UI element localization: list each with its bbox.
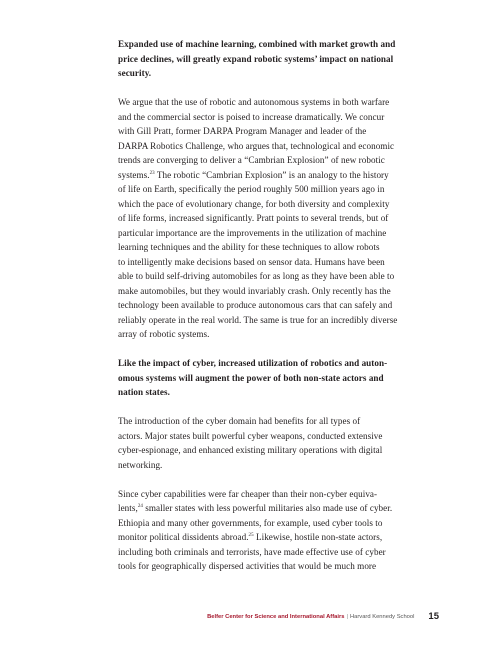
text-line: reliably operate in the real world. The same is true for an incredibly diverse bbox=[118, 314, 398, 325]
text-line: trends are converging to deliver a “Cambrian Explosion” of new robotic bbox=[118, 155, 385, 165]
text-line: particular importance are the improvements in the utilization of machine bbox=[118, 227, 387, 238]
text-line: systems.$^{23}$ The robotic “Cambrian Explosion” is an analogy to the history bbox=[118, 169, 389, 180]
text-line: lents,$^{24}$ smaller states with less powerful militaries also made use of cyber. bbox=[118, 503, 393, 513]
text-line: actors. Major states built powerful cyber weapons, conducted extensive bbox=[118, 430, 383, 441]
text-line: We argue that the use of robotic and autonomous systems in both warfare bbox=[118, 97, 390, 107]
text-line: make automobiles, but they would invariably crash. Only recently has the bbox=[118, 285, 391, 296]
paragraph bbox=[118, 487, 418, 574]
text-line: of life forms, increased significantly. Pratt points to several trends, but of bbox=[118, 213, 389, 223]
text-line: security. bbox=[118, 68, 152, 78]
text-line: networking. bbox=[118, 459, 163, 470]
text-line: of life on Earth, specifically the period roughly 500 million years ago in bbox=[118, 184, 385, 194]
text-line: monitor political dissidents abroad.$^{25}$ Likewise, hostile non-state actors, bbox=[118, 532, 383, 542]
page-footer bbox=[207, 611, 439, 622]
text-line: Expanded use of machine learning, combined with market growth and bbox=[118, 39, 396, 49]
text-line: to intelligently make decisions based on sensor data. Humans have been bbox=[118, 256, 385, 267]
page-number: 15 bbox=[428, 611, 439, 622]
text-line: which the pace of evolutionary change, for both diversity and complexity bbox=[118, 198, 390, 209]
footnote-marker: 23 bbox=[149, 170, 155, 176]
paragraph bbox=[118, 414, 418, 472]
text-line: Like the impact of cyber, increased utilization of robotics and auton- bbox=[118, 358, 388, 368]
text-line: DARPA Robotics Challenge, who argues that, technological and economic bbox=[118, 140, 395, 151]
footer-school: Harvard Kennedy School bbox=[349, 613, 415, 620]
text-line: The introduction of the cyber domain had benefits for all types of bbox=[118, 416, 361, 426]
text-line: nation states. bbox=[118, 387, 170, 397]
text-line: cyber-espionage, and enhanced existing military operations with digital bbox=[118, 445, 383, 455]
footer-organization: Belfer Center for Science and International Affairs bbox=[207, 613, 345, 620]
body-text bbox=[118, 37, 418, 588]
text-line: array of robotic systems. bbox=[118, 329, 210, 339]
text-line: with Gill Pratt, former DARPA Program Manager and leader of the bbox=[118, 126, 367, 136]
text-line: tools for geographically dispersed activities that would be much more bbox=[118, 561, 377, 571]
text-line: Since cyber capabilities were far cheaper than their non-cyber equiva- bbox=[118, 488, 378, 499]
footer-separator: | bbox=[346, 613, 348, 620]
text-line: technology been available to produce autonomous cars that can safely and bbox=[118, 300, 393, 310]
bold-lead-paragraph bbox=[118, 356, 418, 400]
text-line: learning techniques and the ability for these techniques to allow robots bbox=[118, 242, 380, 252]
text-line: omous systems will augment the power of both non-state actors and bbox=[118, 372, 384, 383]
text-line: able to build self-driving automobiles for as long as they have been able to bbox=[118, 271, 395, 281]
footnote-marker: 24 bbox=[137, 503, 143, 509]
text-line: including both criminals and terrorists, have made effective use of cyber bbox=[118, 546, 386, 557]
footnote-marker: 25 bbox=[248, 532, 254, 538]
bold-lead-paragraph bbox=[118, 37, 418, 81]
text-line: and the commercial sector is poised to increase dramatically. We concur bbox=[118, 111, 385, 122]
paragraph bbox=[118, 95, 418, 342]
text-line: price declines, will greatly expand robotic systems’ impact on national bbox=[118, 53, 394, 64]
text-line: Ethiopia and many other governments, for example, used cyber tools to bbox=[118, 517, 383, 528]
